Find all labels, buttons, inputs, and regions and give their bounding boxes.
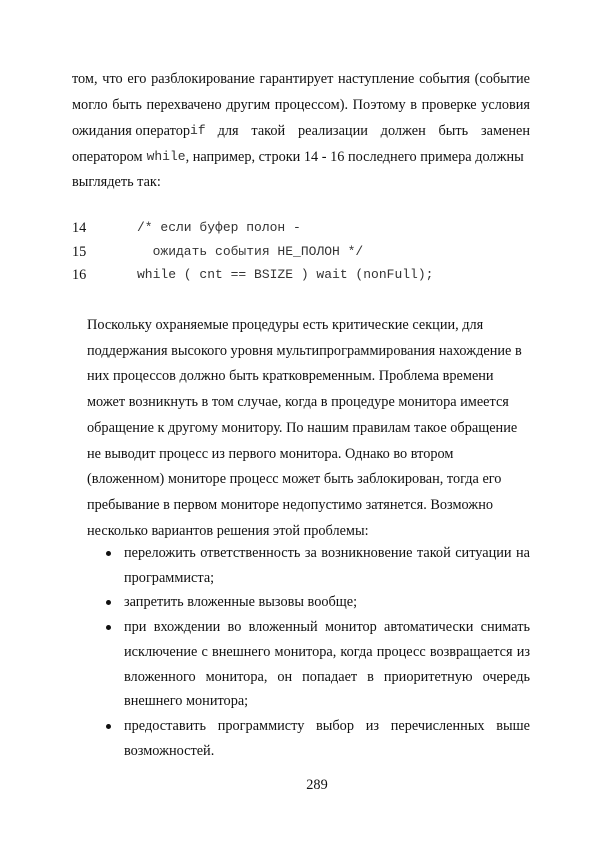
list-item-line: вложенного монитора, он попадает в приоритетную очередь: [124, 668, 530, 685]
intro-line: могло быть перехвачено другим процессом). Поэтому в проверке условия: [72, 97, 530, 113]
list-item-line: запретить вложенные вызовы вообще;: [124, 594, 358, 611]
intro-line: том, что его разблокирование гарантирует наступление события (событие: [72, 71, 530, 87]
bullet-icon: [106, 625, 111, 630]
code-line-number: 14: [72, 220, 87, 236]
text: , например, строки 14 - 16 последнего примера должны: [185, 149, 524, 165]
code-line-number: 15: [72, 243, 87, 260]
paragraph-line: (вложенном) мониторе процесс может быть заблокирован, тогда его: [87, 471, 502, 488]
inline-code: while: [146, 149, 186, 164]
inline-code: if: [190, 123, 206, 138]
text: для такой реализации должен быть заменен: [217, 123, 530, 139]
list-item-line: переложить ответственность за возникновение такой ситуации на: [124, 545, 530, 561]
paragraph-line: них процессов должно быть кратковременным. Проблема времени: [87, 368, 494, 385]
intro-line: [72, 148, 530, 166]
code-line-number: 16: [72, 267, 87, 283]
list-item-line: при вхождении во вложенный монитор автоматически снимать: [124, 619, 530, 636]
text: оператором: [72, 149, 143, 165]
paragraph-line: пребывание в первом мониторе недопустимо затянется. Возможно: [87, 496, 493, 513]
list-item-line: возможностей.: [124, 742, 215, 759]
code-line: ожидать события НЕ_ПОЛОН */: [137, 243, 364, 259]
paragraph-line: может возникнуть в том случае, когда в процедуре монитора имеется: [87, 394, 509, 411]
bullet-icon: [106, 724, 111, 729]
bullet-icon: [106, 551, 111, 556]
paragraph-line: несколько вариантов решения этой проблемы:: [87, 522, 369, 539]
page-number: 289: [306, 777, 328, 793]
paragraph-line: поддержания высокого уровня мультипрограммирования нахождение в: [87, 342, 522, 359]
paragraph-line: обращение к другому монитору. По нашим правилам такое обращение: [87, 419, 518, 436]
paragraph-line: Поскольку охраняемые процедуры есть критические секции, для: [87, 317, 484, 333]
intro-line: [72, 122, 530, 140]
text: ожидания оператор: [72, 123, 191, 139]
bullet-icon: [106, 600, 111, 605]
list-item-line: внешнего монитора;: [124, 693, 249, 710]
intro-line: выглядеть так:: [72, 174, 161, 190]
list-item-line: исключение с внешнего монитора, когда процесс возвращается из: [124, 643, 530, 660]
paragraph-line: не выводит процесс из первого монитора. Однако во втором: [87, 445, 454, 462]
code-line: /* если буфер полон -: [137, 220, 301, 235]
list-item-line: программиста;: [124, 569, 215, 586]
code-line: while ( cnt == BSIZE ) wait (nonFull);: [137, 267, 434, 282]
list-item-line: предоставить программисту выбор из перечисленных выше: [124, 717, 530, 734]
